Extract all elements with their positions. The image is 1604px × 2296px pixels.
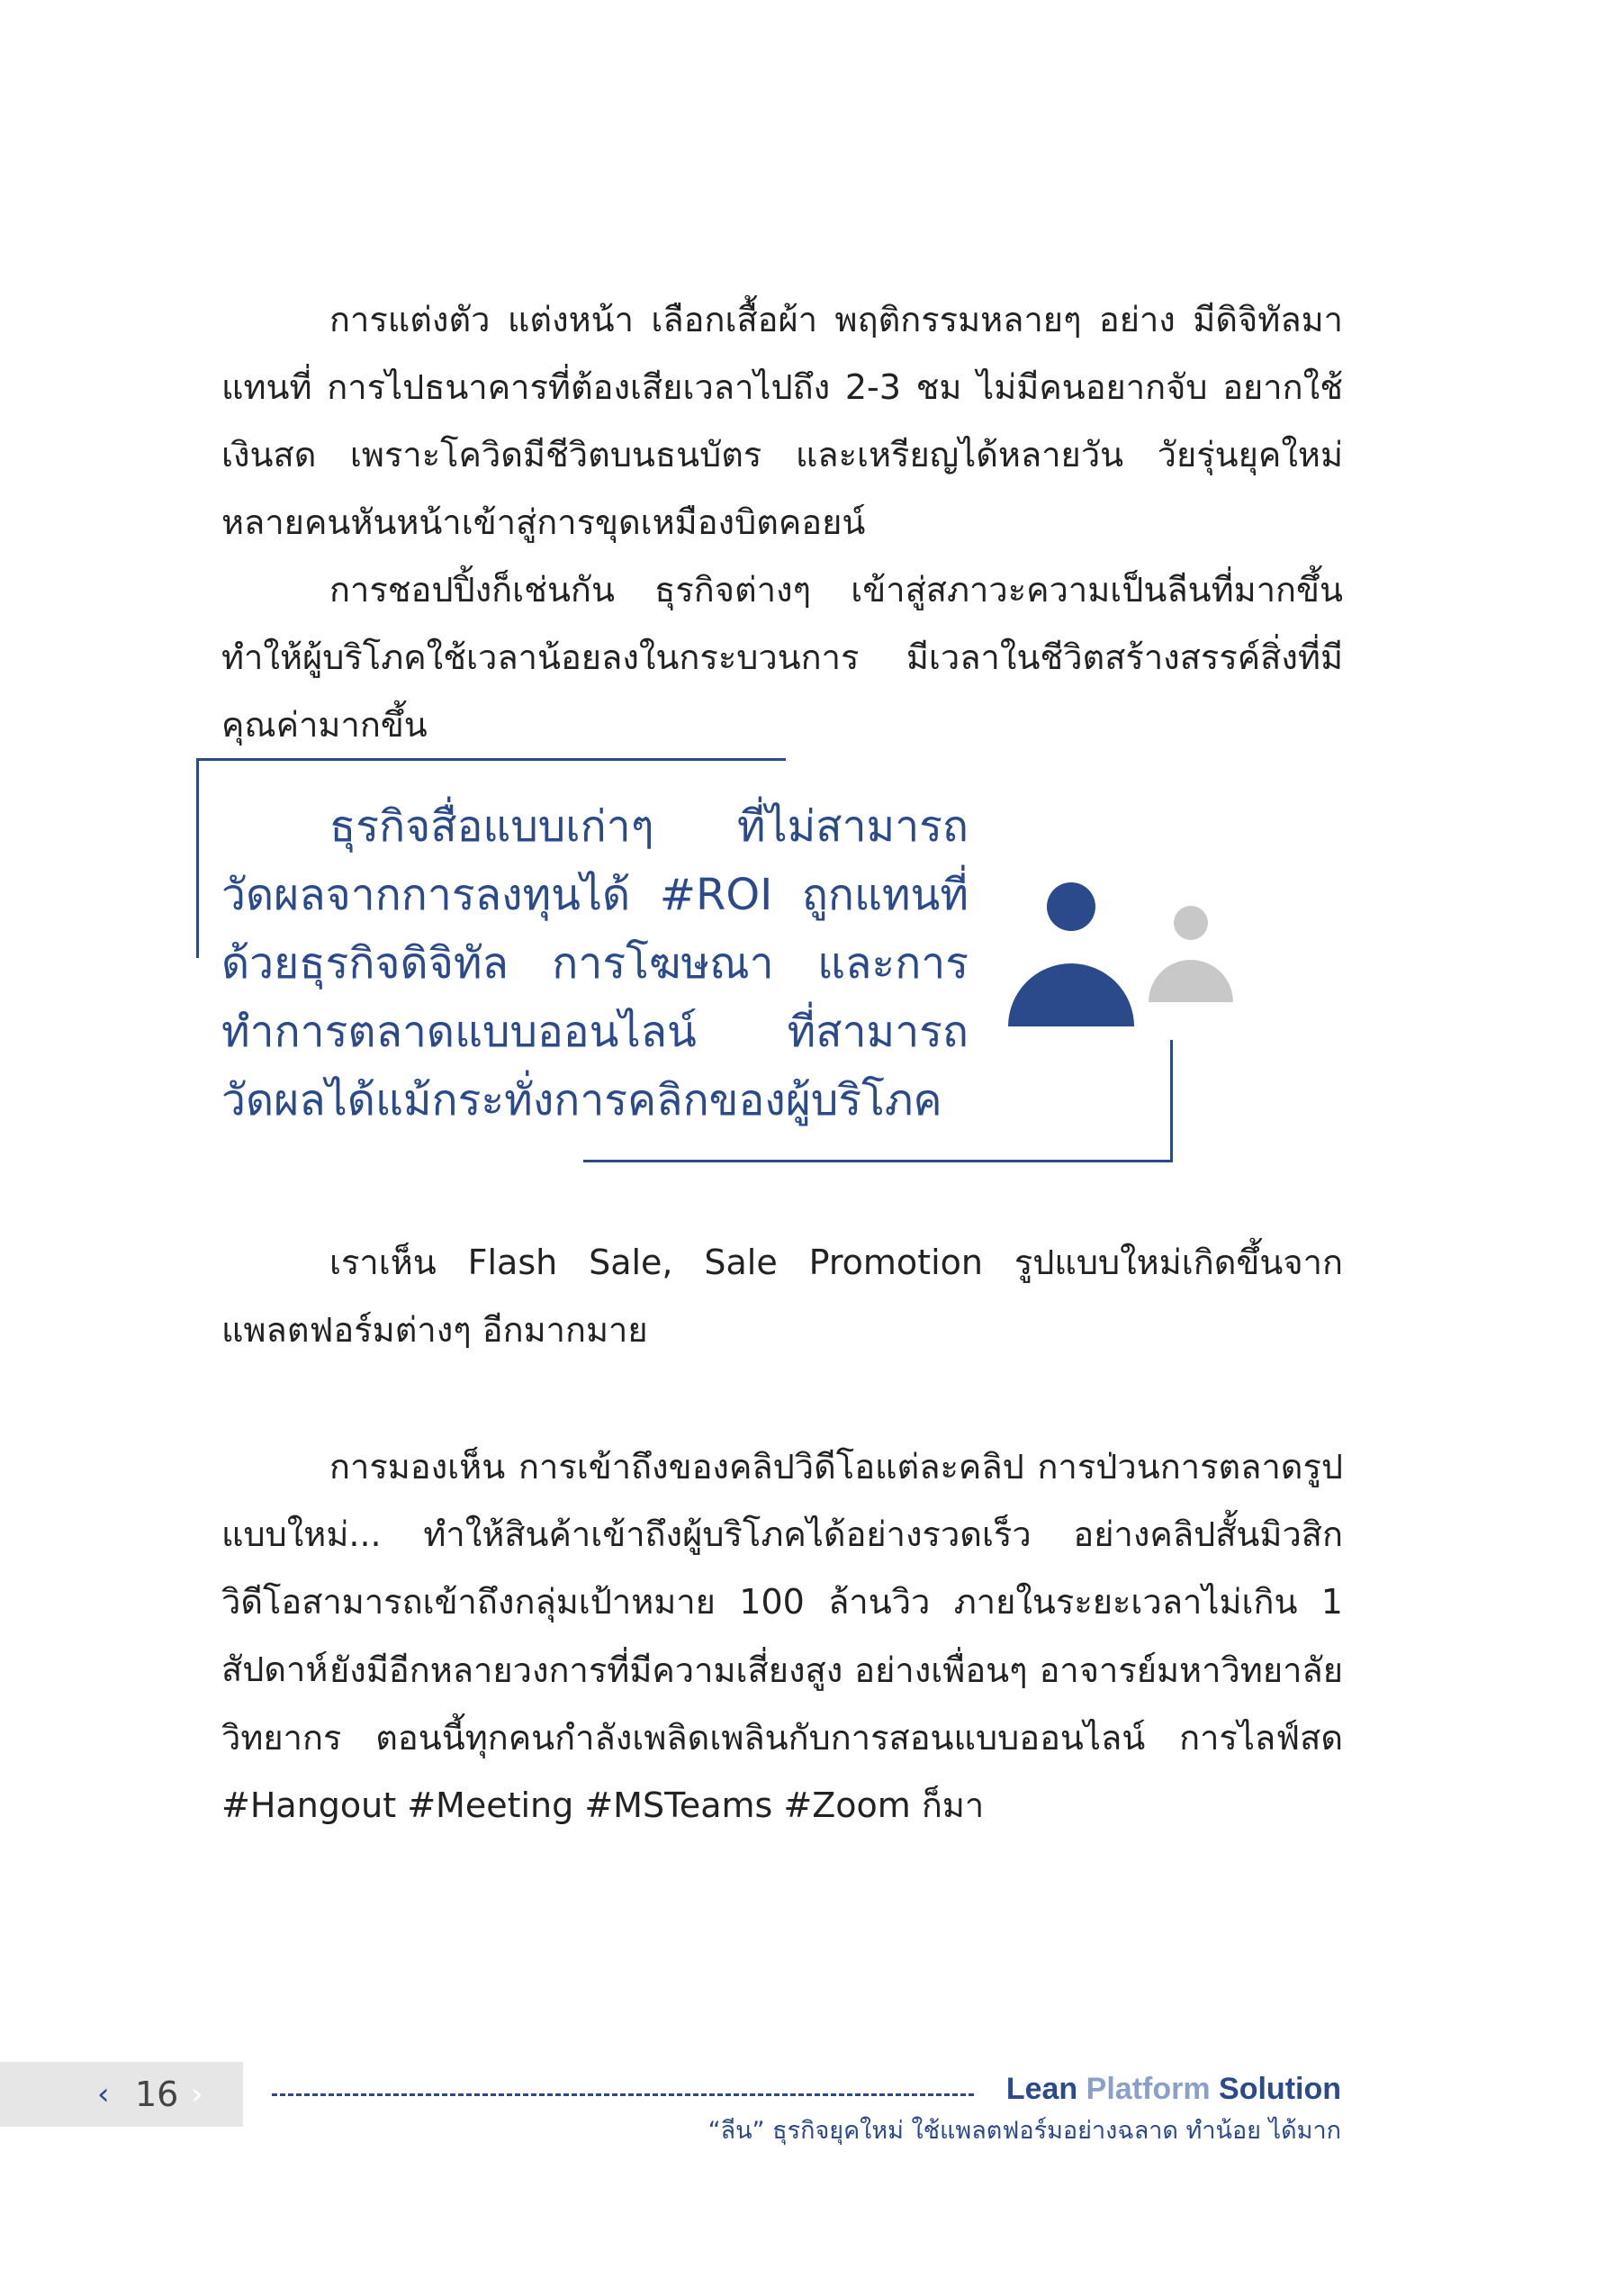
chevron-left-icon[interactable]: ‹ <box>97 2076 110 2112</box>
person-large-head-icon <box>1047 882 1095 931</box>
footer-divider <box>272 2093 974 2096</box>
chevron-right-icon[interactable]: › <box>191 2076 203 2112</box>
quote-border-left <box>196 758 199 958</box>
quote-border-top <box>196 758 786 761</box>
person-large-body-icon <box>1008 963 1134 1026</box>
person-small-body-icon <box>1149 960 1233 1002</box>
body-paragraph-3: เราเห็น Flash Sale, Sale Promotion รูปแบบใหม่เกิดขึ้นจากแพลตฟอร์มต่างๆ อีกมากมาย <box>221 1243 1343 1350</box>
body-paragraph-4: การมองเห็น การเข้าถึงของคลิปวิดีโอแต่ละคลิป การป่วนการตลาดรูปแบบใหม่... ทำให้สินค้าเข้าถึงผู้บริโภคได้อย่างรวดเร็ว อย่างคลิปสั้นมิวสิกวิดีโอสามารถเข้าถึงกลุ่มเป้าหมาย 100 ล้านวิว ภายในระยะเวลาไม่เกิน 1 สัปดาห์ <box>221 1447 1343 1689</box>
person-small-head-icon <box>1174 906 1208 940</box>
body-paragraph-2: การชอปปิ้งก็เช่นกัน ธุรกิจต่างๆ เข้าสู่สภาวะความเป็นลีนที่มากขึ้น ทำให้ผู้บริโภคใช้เวลาน้อยลงในกระบวนการ มีเวลาในชีวิตสร้างสรรค์สิ่งที่มีคุณค่ามากขึ้น <box>221 570 1343 745</box>
quote-border-bottom <box>583 1160 1173 1162</box>
quote-border-right <box>1170 1040 1173 1162</box>
book-title-word-2: Platform <box>1086 2072 1211 2106</box>
people-icon <box>1006 882 1240 1026</box>
page-number: 16 <box>135 2075 179 2114</box>
pull-quote: ธุรกิจสื่อแบบเก่าๆ ที่ไม่สามารถวัดผลจากการลงทุนได้ #ROI ถูกแทนที่ด้วยธุรกิจดิจิทัล การโฆษณา และการทำการตลาดแบบออนไลน์ ที่สามารถวัดผลได้แม้กระทั่งการคลิกของผู้บริโภค <box>221 801 969 1125</box>
book-title <box>1006 2071 1341 2107</box>
page-number-tab <box>0 2062 243 2127</box>
body-paragraph-1: การแต่งตัว แต่งหน้า เลือกเสื้อผ้า พฤติกรรมหลายๆ อย่าง มีดิจิทัลมาแทนที่ การไปธนาคารที่ต้องเสียเวลาไปถึง 2-3 ชม ไม่มีคนอยากจับ อยากใช้เงินสด เพราะโควิดมีชีวิตบนธนบัตร และเหรียญได้หลายวัน วัยรุ่นยุคใหม่หลายคนหันหน้าเข้าสู่การขุดเหมืองบิตคอยน์ <box>221 300 1343 542</box>
book-title-word-1: Lean <box>1005 2072 1078 2106</box>
body-paragraph-5: ยังมีอีกหลายวงการที่มีความเสี่ยงสูง อย่างเพื่อนๆ อาจารย์มหาวิทยาลัย วิทยากร ตอนนี้ทุกคนกำลังเพลิดเพลินกับการสอนแบบออนไลน์ การไลฟ์สด #Hangout #Meeting #MSTeams #Zoom ก็มา <box>221 1650 1343 1825</box>
book-title-word-3: Solution <box>1219 2072 1341 2106</box>
book-subtitle: “ลีน” ธุรกิจยุคใหม่ ใช้แพลตฟอร์มอย่างฉลาด ทำน้อย ได้มาก <box>707 2117 1341 2145</box>
